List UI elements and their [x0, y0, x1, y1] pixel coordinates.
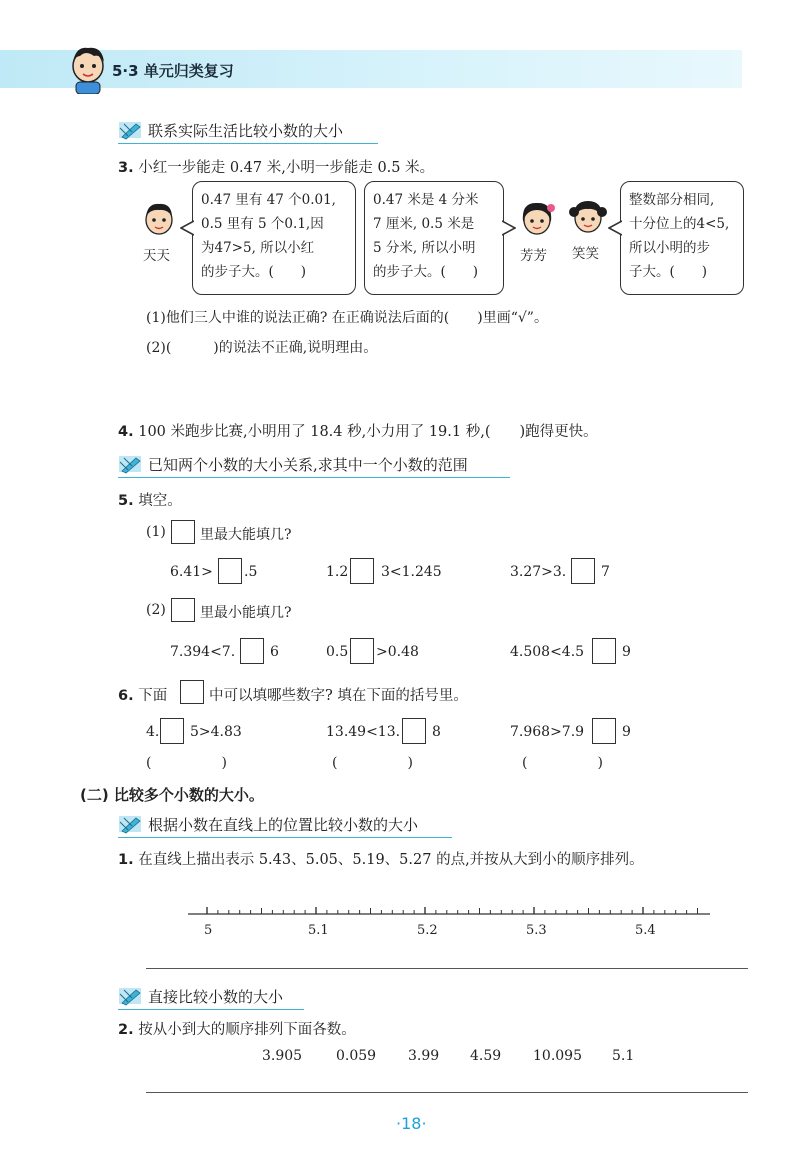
q5-2a-left: 7.394<7.	[170, 644, 236, 660]
question-text-suffix: 中可以填哪些数字? 填在下面的括号里。	[209, 688, 468, 704]
q5-1c-right: 7	[601, 564, 610, 580]
question-text: 小红一步能走 0.47 米,小明一步能走 0.5 米。	[138, 160, 435, 176]
pencil-banner-icon	[118, 120, 144, 140]
q5-part1-label: (1)	[146, 524, 166, 540]
banner-underline	[118, 1009, 304, 1010]
section-banner-text: 直接比较小数的大小	[148, 988, 284, 1006]
fangfang-avatar-icon	[518, 198, 556, 240]
q6a-right: 5>4.83	[190, 724, 242, 740]
number-item: 5.1	[612, 1048, 635, 1064]
question-5	[118, 489, 182, 510]
bubble-line: 5 分米, 所以小明	[373, 240, 476, 256]
number-item: 4.59	[470, 1048, 502, 1064]
question-4	[118, 420, 598, 441]
number-item: 3.99	[408, 1048, 440, 1064]
q3-sub1[interactable]: (1)他们三人中谁的说法正确? 在正确说法后面的( )里画“√”。	[146, 310, 548, 326]
number-line-label: 5	[204, 923, 213, 938]
bubble-tail-icon	[180, 220, 194, 236]
question-number: 3.	[118, 160, 134, 176]
number-item: 0.059	[336, 1048, 377, 1064]
q6c-right: 9	[622, 724, 631, 740]
tiantian-avatar-icon	[140, 200, 178, 240]
bubble-line: 0.47 里有 47 个0.01,	[201, 192, 336, 208]
tiantian-speech-bubble	[192, 181, 356, 295]
tiantian-name: 天天	[143, 248, 170, 264]
question-text: 在直线上描出表示 5.43、5.05、5.19、5.27 的点,并按从大到小的顺序排列。	[138, 852, 644, 868]
bubble-line: 0.5 里有 5 个0.1,因	[201, 216, 324, 232]
answer-box[interactable]	[350, 638, 374, 664]
question-c1	[118, 848, 644, 869]
bubble-line: 为47>5, 所以小红	[201, 240, 315, 256]
bubble-line[interactable]: 的步子大。( )	[373, 264, 479, 280]
answer-box[interactable]	[592, 638, 616, 664]
question-number: 2.	[118, 1022, 134, 1038]
example-blank-box	[171, 598, 195, 622]
answer-box[interactable]	[218, 558, 242, 584]
q5-1a-left: 6.41>	[170, 564, 213, 580]
header-title: 5·3 单元归类复习	[112, 62, 234, 80]
answer-box[interactable]	[240, 638, 264, 664]
fangfang-name: 芳芳	[520, 248, 547, 264]
section-banner-number-line	[118, 812, 452, 838]
boy-mascot-icon	[66, 44, 110, 94]
q5-1b-right: 3<1.245	[381, 564, 442, 580]
answer-box[interactable]	[160, 718, 184, 744]
answer-line[interactable]	[146, 968, 748, 969]
banner-underline	[118, 143, 378, 144]
question-number: 4.	[118, 424, 134, 440]
number-line-label: 5.2	[417, 923, 438, 938]
question-text: 按从小到大的顺序排列下面各数。	[138, 1022, 356, 1038]
q5-part1-instruction: 里最大能填几?	[200, 527, 292, 543]
number-line-label: 5.4	[635, 923, 656, 938]
answer-parentheses[interactable]: ( )	[522, 755, 603, 771]
example-blank-box	[180, 680, 204, 704]
answer-box[interactable]	[402, 718, 426, 744]
section-banner-range	[118, 452, 510, 478]
question-number: 1.	[118, 852, 134, 868]
section-banner-text: 已知两个小数的大小关系,求其中一个小数的范围	[148, 456, 468, 474]
q6b-left: 13.49<13.	[326, 724, 401, 740]
bubble-line: 0.47 米是 4 分米	[373, 192, 479, 208]
bubble-tail-icon	[502, 220, 516, 236]
bubble-line[interactable]: 子大。( )	[629, 264, 708, 280]
xiaoxiao-speech-bubble	[620, 181, 744, 295]
q5-part2-label: (2)	[146, 602, 166, 618]
number-line-label: 5.1	[308, 923, 329, 938]
q5-2b-left: 0.5	[326, 644, 349, 660]
section-banner-direct-compare	[118, 984, 304, 1010]
fangfang-speech-bubble	[364, 181, 504, 295]
number-item: 3.905	[262, 1048, 303, 1064]
q5-2c-left: 4.508<4.5	[510, 644, 585, 660]
section-banner-real-life	[118, 118, 378, 144]
q5-2a-right: 6	[270, 644, 279, 660]
answer-line[interactable]	[146, 1092, 748, 1093]
question-number: 5.	[118, 493, 134, 509]
bubble-line[interactable]: 的步子大。( )	[201, 264, 307, 280]
question-number: 6.	[118, 688, 134, 704]
q5-1a-right: .5	[244, 564, 258, 580]
q5-2b-right: >0.48	[376, 644, 419, 660]
number-line-label: 5.3	[526, 923, 547, 938]
page-number: ·18·	[396, 1114, 427, 1133]
bubble-line: 所以小明的步	[629, 240, 710, 256]
answer-parentheses[interactable]: ( )	[146, 755, 227, 771]
bubble-line: 十分位上的4<5,	[629, 216, 730, 232]
number-line[interactable]	[180, 896, 710, 942]
example-blank-box	[171, 520, 195, 544]
q5-1b-left: 1.2	[326, 564, 349, 580]
q6b-right: 8	[432, 724, 441, 740]
pencil-banner-icon	[118, 454, 144, 474]
q5-2c-right: 9	[622, 644, 631, 660]
answer-box[interactable]	[592, 718, 616, 744]
answer-parentheses[interactable]: ( )	[332, 755, 413, 771]
q6c-left: 7.968>7.9	[510, 724, 585, 740]
section-banner-text: 联系实际生活比较小数的大小	[148, 122, 344, 140]
bubble-tail-icon	[608, 220, 622, 236]
question-6	[118, 684, 167, 705]
question-text-prefix: 下面	[138, 688, 168, 704]
answer-box[interactable]	[571, 558, 595, 584]
answer-box[interactable]	[350, 558, 374, 584]
question-text: 填空。	[138, 493, 182, 509]
question-d2	[118, 1018, 356, 1039]
question-text[interactable]: 100 米跑步比赛,小明用了 18.4 秒,小力用了 19.1 秒,( )跑得更快。	[138, 424, 598, 440]
question-3	[118, 156, 434, 177]
q6a-left: 4.	[146, 724, 160, 740]
xiaoxiao-avatar-icon	[568, 196, 608, 238]
pencil-banner-icon	[118, 814, 144, 834]
pencil-banner-icon	[118, 986, 144, 1006]
q5-part2-instruction: 里最小能填几?	[200, 605, 292, 621]
number-item: 10.095	[533, 1048, 582, 1064]
q5-1c-left: 3.27>3.	[510, 564, 567, 580]
section-banner-text: 根据小数在直线上的位置比较小数的大小	[148, 816, 419, 834]
banner-underline	[118, 837, 452, 838]
bubble-line: 7 厘米, 0.5 米是	[373, 216, 475, 232]
xiaoxiao-name: 笑笑	[572, 246, 599, 262]
bubble-line: 整数部分相同,	[629, 192, 715, 208]
part-two-title: (二) 比较多个小数的大小。	[80, 786, 264, 804]
q3-sub2[interactable]: (2)( )的说法不正确,说明理由。	[146, 340, 378, 356]
banner-underline	[118, 477, 510, 478]
